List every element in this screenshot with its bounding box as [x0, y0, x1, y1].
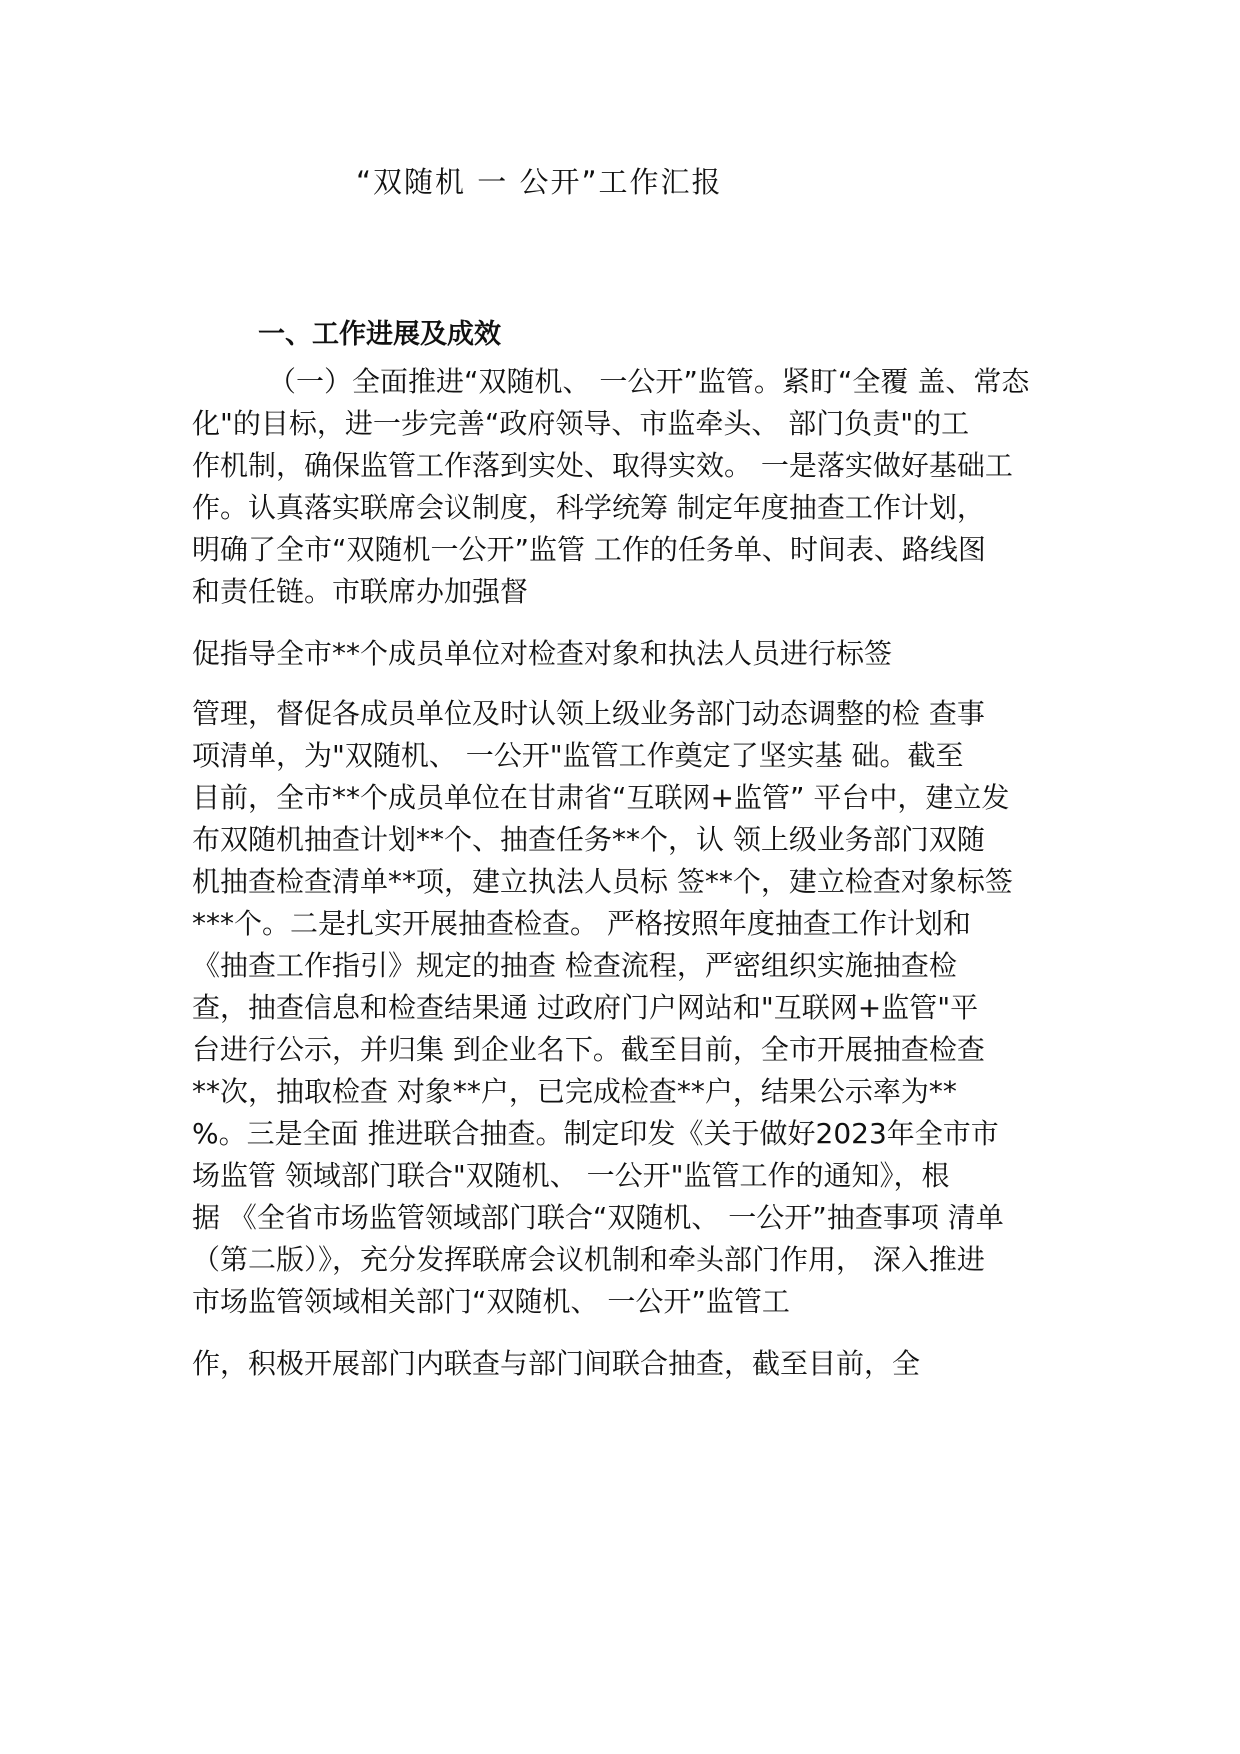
- paragraph-line: 场监管 领域部门联合"双随机、 一公开"监管工作的通知》，根: [192, 1159, 950, 1192]
- paragraph-line: 作，积极开展部门内联查与部门间联合抽查，截至目前，全: [192, 1347, 921, 1380]
- paragraph-line: 据 《全省市场监管领域部门联合“双随机、 一公开”抽查事项 清单: [192, 1201, 1004, 1234]
- document-title: “双随机 一 公开”工作汇报: [356, 165, 723, 199]
- paragraph-line: （一）全面推进“双随机、 一公开”监管。紧盯“全覆 盖、常态: [268, 365, 1030, 398]
- paragraph-line: 项清单，为"双随机、 一公开"监管工作奠定了坚实基 础。截至: [192, 739, 964, 772]
- paragraph-line: 和责任链。市联席办加强督: [192, 575, 529, 608]
- paragraph-line: 化"的目标，进一步完善“政府领导、市监牵头、 部门负责"的工: [192, 407, 970, 440]
- paragraph-line: 管理，督促各成员单位及时认领上级业务部门动态调整的检 查事: [192, 697, 985, 730]
- paragraph-line: 作。认真落实联席会议制度，科学统筹 制定年度抽查工作计划，: [192, 491, 985, 524]
- paragraph-line: 作机制，确保监管工作落到实处、取得实效。 一是落实做好基础工: [192, 449, 1013, 482]
- paragraph-line: 机抽查检查清单**项，建立执法人员标 签**个，建立检查对象标签: [192, 865, 1013, 898]
- paragraph-line: 布双随机抽查计划**个、抽查任务**个，认 领上级业务部门双随: [192, 823, 985, 856]
- paragraph-line: **次，抽取检查 对象**户，已完成检查**户，结果公示率为**: [192, 1075, 957, 1108]
- paragraph-line: 明确了全市“双随机一公开”监管 工作的任务单、时间表、路线图: [192, 533, 986, 566]
- paragraph-line: 台进行公示，并归集 到企业名下。截至目前，全市开展抽查检查: [192, 1033, 985, 1066]
- section-heading: 一、工作进展及成效: [258, 319, 501, 350]
- paragraph-line: 《抽查工作指引》规定的抽查 检查流程，严密组织实施抽查检: [192, 949, 957, 982]
- paragraph-line: 市场监管领域相关部门“双随机、 一公开”监管工: [192, 1285, 790, 1318]
- paragraph-line: 促指导全市**个成员单位对检查对象和执法人员进行标签: [192, 637, 893, 670]
- paragraph-line: 目前，全市**个成员单位在甘肃省“互联网+监管” 平台中，建立发: [192, 781, 1010, 814]
- paragraph-line: （第二版）》，充分发挥联席会议机制和牵头部门作用， 深入推进: [192, 1243, 985, 1276]
- paragraph-line: %。三是全面 推进联合抽查。制定印发《关于做好2023年全市市: [192, 1117, 999, 1150]
- paragraph-line: 查，抽查信息和检查结果通 过政府门户网站和"互联网+监管"平: [192, 991, 979, 1024]
- paragraph-line: ***个。二是扎实开展抽查检查。 严格按照年度抽查工作计划和: [192, 907, 971, 940]
